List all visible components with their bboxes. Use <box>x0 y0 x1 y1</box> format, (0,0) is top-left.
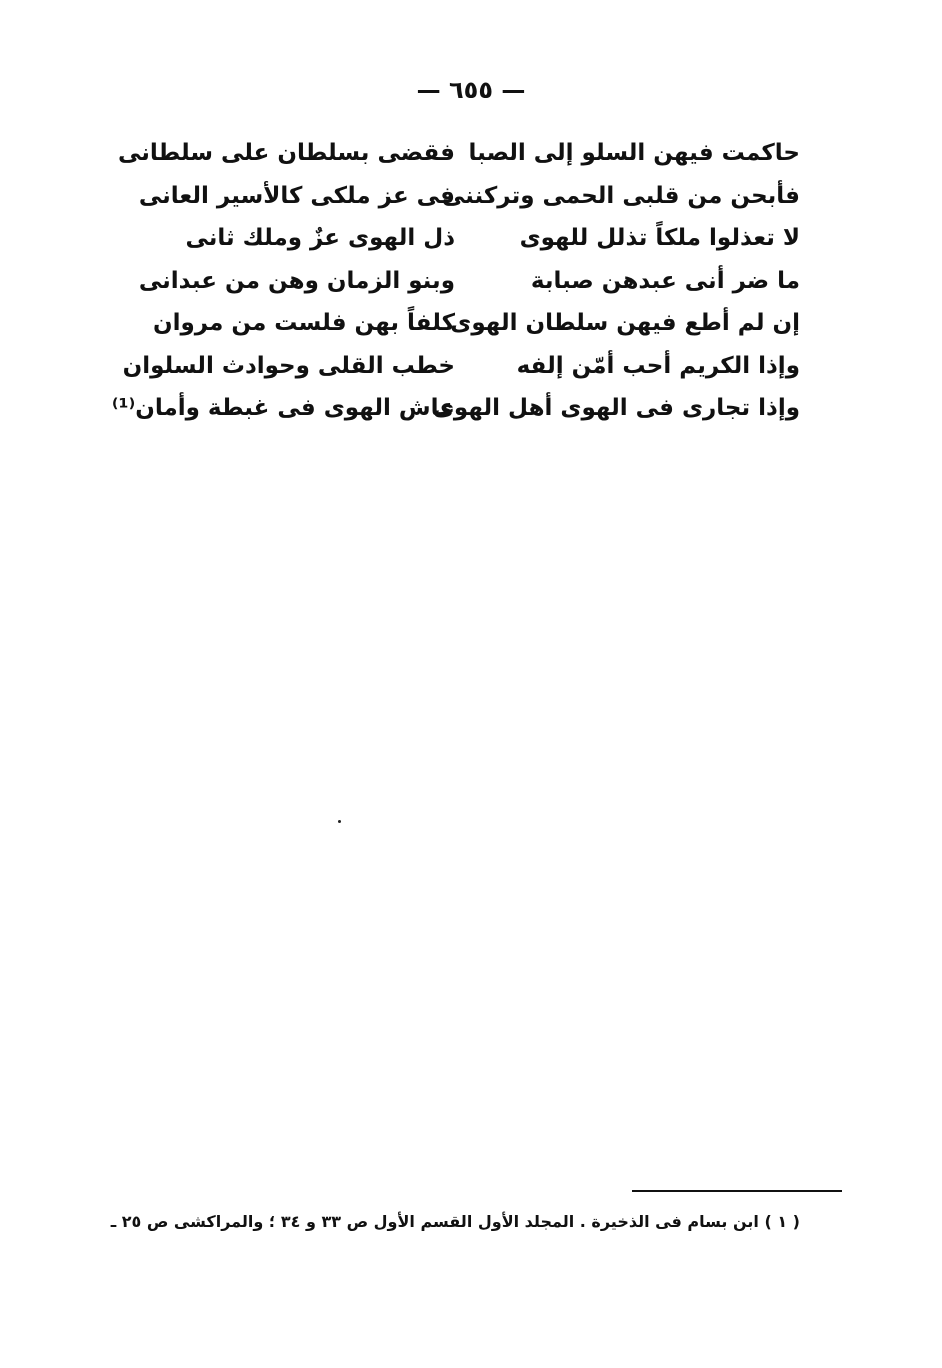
print-speck <box>338 820 341 823</box>
verse-second-hemistich: خطب القلى وحوادث السلوان <box>122 352 455 379</box>
footnote: ( ١ ) ابن بسام فى الذخيرة . المجلد الأول القسم الأول ص ٣٣ و ٣٤ ؛ والمراكشى ص ٢٥ ـ <box>110 1212 800 1231</box>
verse-first-hemistich: فأبحن من قلبى الحمى وتركننى <box>441 182 800 209</box>
verse-second-hemistich: فقضى بسلطان على سلطانى <box>118 140 455 167</box>
verse <box>118 132 800 175</box>
page-number: — ٦٥٥ — <box>416 76 526 104</box>
verse-first-hemistich: ما ضر أنى عبدهن صبابة <box>530 267 800 294</box>
verse-second-hemistich: فى عز ملكى كالأسير العانى <box>138 182 455 209</box>
poem <box>111 132 800 430</box>
verse-second-hemistich: وبنو الزمان وهن من عبدانى <box>138 267 455 294</box>
verse-second-hemistich: عاش الهوى فى غبطة وأمان⁽¹⁾ <box>111 395 455 422</box>
verse <box>138 175 800 218</box>
verse-first-hemistich: وإذا الكريم أحب أمّن إلفه <box>516 352 800 379</box>
verse <box>111 387 800 430</box>
verse <box>150 217 800 260</box>
footnote-divider <box>632 1190 842 1192</box>
verse <box>138 260 800 303</box>
verse <box>150 302 800 345</box>
verse-second-hemistich: كلفاً بهن فلست من مروان <box>153 310 455 337</box>
verse-first-hemistich: وإذا تجارى فى الهوى أهل الهوى <box>432 395 800 422</box>
verse-second-hemistich: ذل الهوى عزٌ وملك ثانى <box>185 225 455 252</box>
verse <box>122 345 800 388</box>
verse-first-hemistich: لا تعذلوا ملكاً تذلل للهوى <box>519 225 800 252</box>
verse-first-hemistich: حاكمت فيهن السلو إلى الصبا <box>468 140 800 167</box>
verse-first-hemistich: إن لم أطع فيهن سلطان الهوى <box>450 310 800 337</box>
